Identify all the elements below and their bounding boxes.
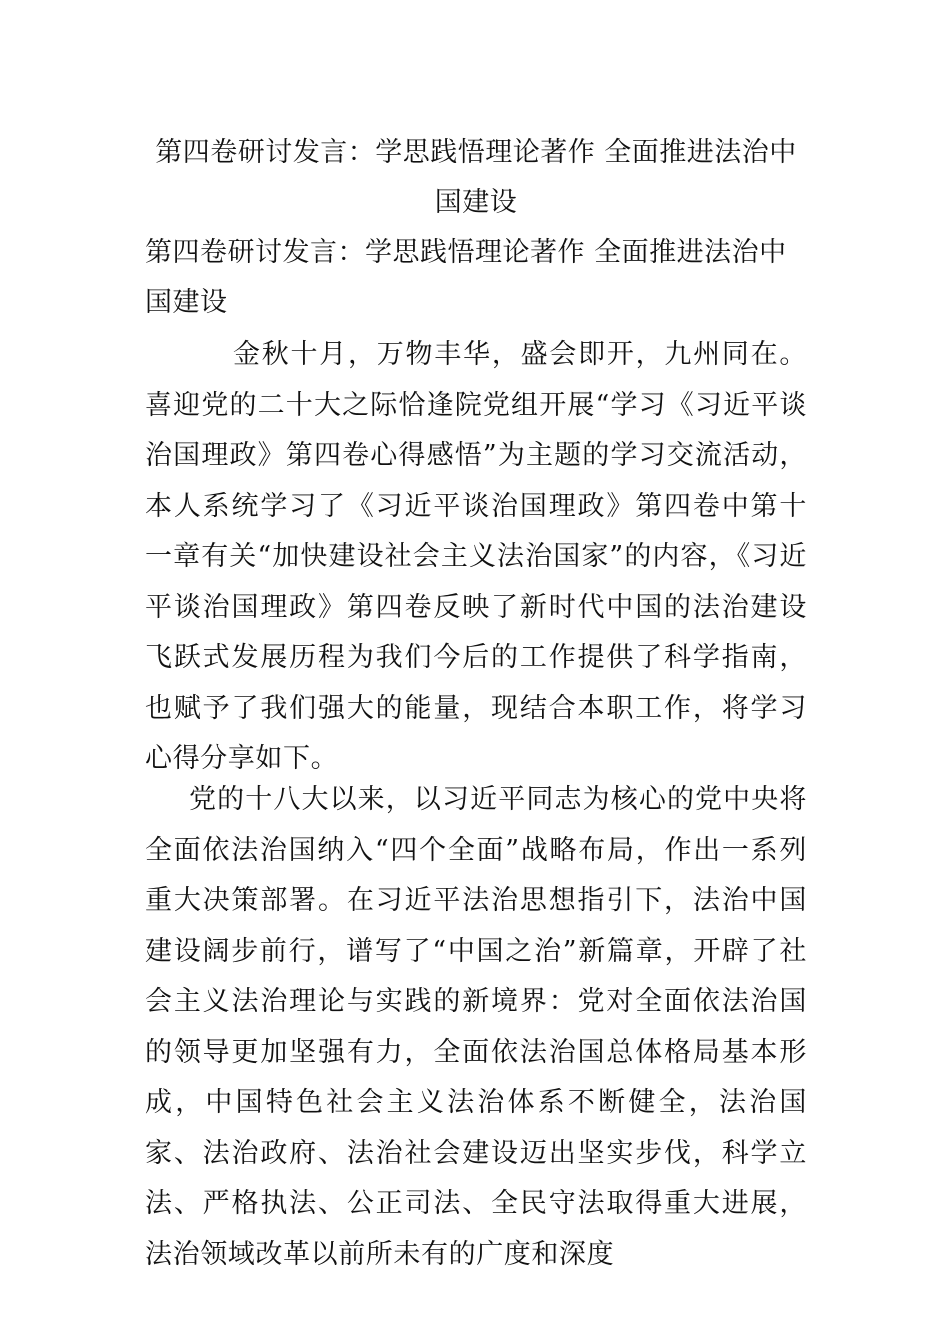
body-paragraph-1: 金秋十月，万物丰华，盛会即开，九州同在。喜迎党的二十大之际恰逢院党组开展“学习《习近平谈治国理政》第四卷心得感悟”为主题的学习交流活动，本人系统学习了《习近平谈治国理政》第四卷中第十一章有关“加快建设社会主义法治国家”的内容，《习近平谈治国理政》第四卷反映了新时代中国的法治建设飞跃式发展历程为我们今后的工作提供了科学指南，也赋予了我们强大的能量，现结合本职工作，将学习心得分享如下。 (145, 339, 807, 774)
document-subtitle: 第四卷研讨发言：学思践悟理论著作 全面推进法治中国建设 (145, 237, 787, 318)
document-title: 第四卷研讨发言：学思践悟理论著作 全面推进法治中国建设 (155, 137, 797, 218)
body-paragraph-2: 党的十八大以来，以习近平同志为核心的党中央将全面依法治国纳入“四个全面”战略布局，作出一系列重大决策部署。在习近平法治思想指引下，法治中国建设阔步前行，谱写了“中国之治”新篇章，开辟了社会主义法治理论与实践的新境界：党对全面依法治国的领导更加坚强有力，全面依法治国总体格局基本形成，中国特色社会主义法治体系不断健全，法治国家、法治政府、法治社会建设迈出坚实步伐，科学立法、严格执法、公正司法、全民守法取得重大进展，法治领域改革以前所未有的广度和深度 (145, 784, 807, 1270)
